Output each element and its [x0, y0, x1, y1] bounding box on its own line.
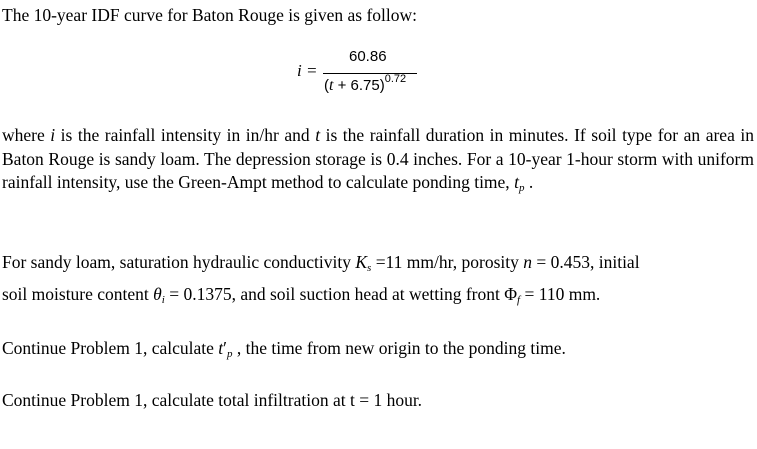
var-i: i [50, 125, 56, 145]
var-K: K [355, 252, 368, 272]
p1-text-1: where [2, 125, 51, 145]
den-open: ( [324, 77, 329, 94]
var-theta: θ [153, 284, 162, 304]
p2-text-2: =11 mm/hr, porosity [371, 252, 524, 272]
var-t: t [315, 125, 321, 145]
var-phi-sub: f [517, 294, 521, 306]
p1-text-4: . [524, 172, 534, 192]
intro-text: The 10-year IDF curve for Baton Rouge is given as follow: [2, 5, 418, 25]
den-rest: + 6.75) [333, 77, 385, 94]
equation-numerator: 60.86 [349, 48, 387, 65]
soil-params-line-1 [2, 251, 754, 279]
equation-denominator [324, 73, 407, 95]
p3-text-2: , the time from new origin to the ponding time. [232, 338, 566, 358]
p1-text-3: is the rainfall duration in minutes. If soil type for an area in Baton Rouge is sandy loam. The depression storage is 0.4 inches. For a 10-year 1-hour storm with uniform rainfall intensity, use the Green-Ampt method to calculate ponding time, [2, 125, 754, 192]
p1-text-2: is the rainfall intensity in in/hr and [55, 125, 316, 145]
question-3: Continue Problem 1, calculate total infiltration at t = 1 hour. [2, 390, 423, 410]
var-theta-sub: i [161, 294, 165, 306]
p2-text-4: soil moisture content [2, 284, 154, 304]
p2-text-6: = 110 mm. [520, 284, 601, 304]
equation-lhs: i = [297, 61, 318, 80]
p2-text-5: = 0.1375, and soil suction head at wetting front [164, 284, 505, 304]
question-2 [2, 337, 566, 365]
p3-text-1: Continue Problem 1, calculate [2, 338, 219, 358]
problem-paragraph [2, 124, 754, 201]
var-prime-mark: ′ [223, 338, 227, 358]
var-tp-prime-sub: p [226, 348, 233, 360]
p2-text-3: = 0.453, initial [531, 252, 640, 272]
var-phi: Φ [504, 284, 518, 304]
idf-equation [297, 44, 437, 104]
var-tp-sub: p [518, 182, 525, 194]
soil-params-line-2 [2, 283, 600, 311]
p2-text-1: For sandy loam, saturation hydraulic conductivity [2, 252, 356, 272]
var-tp-prime: t [218, 338, 224, 358]
den-variable: t [329, 77, 334, 94]
var-n: n [523, 252, 532, 272]
den-exponent: 0.72 [384, 73, 407, 85]
var-tp: t [514, 172, 519, 192]
var-K-sub: s [367, 262, 372, 274]
